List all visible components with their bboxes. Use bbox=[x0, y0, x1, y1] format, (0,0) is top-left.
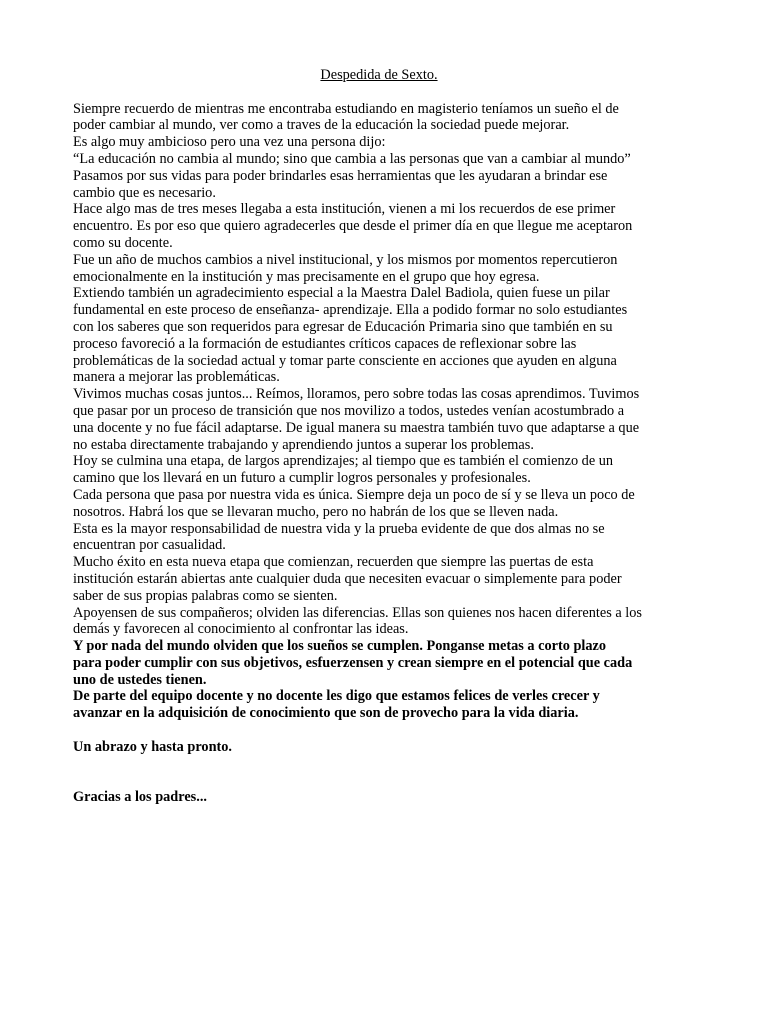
blank-lines bbox=[73, 756, 693, 790]
blank-line bbox=[73, 722, 693, 739]
paragraph-quote: “La educación no cambia al mundo; sino que cambia a las personas que van a cambiar al mundo” bbox=[73, 150, 631, 167]
document-title: Despedida de Sexto. bbox=[320, 67, 438, 83]
paragraph-tools: Pasamos por sus vidas para poder brindarles esas herramientas que les ayudaran a brindar ese cambio que es necesario. bbox=[73, 167, 608, 201]
paragraph-intro: Siempre recuerdo de mientras me encontraba estudiando en magisterio teníamos un sueño el de poder cambiar al mundo, ver como a traves de la educación la sociedad puede mejorar. bbox=[73, 100, 619, 134]
closing-line: Un abrazo y hasta pronto. bbox=[73, 738, 233, 755]
paragraph-staff-message: De parte del equipo docente y no docente les digo que estamos felices de verles crecer y avanzar en la adquisición de conocimiento que son de provecho para la vida diaria. bbox=[73, 688, 600, 722]
thanks-parents-line: Gracias a los padres... bbox=[73, 789, 207, 806]
paragraph-shared-experiences: Vivimos muchas cosas juntos... Reímos, lloramos, pero sobre todas las cosas aprendimos. Tuvimos que pasar por un proceso de transición que nos movilizo a todos, ustedes venían acostumbrado a una docente y no fue fácil adaptarse. De igual manera su maestra también tuvo que adaptarse a que no estaba directamente trabajando y aprendiendo juntos a superar los problemas. bbox=[73, 386, 640, 453]
paragraph-stage-ends: Hoy se culmina una etapa, de largos aprendizajes; al tiempo que es también el comienzo de un camino que los llevará en un futuro a cumplir logros personales y profesionales. bbox=[73, 453, 614, 487]
paragraph-arrival: Hace algo mas de tres meses llegaba a esta institución, vienen a mi los recuerdos de ese primer encuentro. Es por eso que quiero agradecerles que desde el primer día en que llegue me aceptaron como su docente. bbox=[73, 201, 633, 251]
document-body bbox=[73, 67, 693, 806]
paragraph-unique-people: Cada persona que pasa por nuestra vida es única. Siempre deja un poco de sí y se lleva un poco de nosotros. Habrá los que se llevaran mucho, pero no habrán de los que se lleven nada. bbox=[73, 486, 635, 520]
paragraph-ambition: Es algo muy ambicioso pero una vez una persona dijo: bbox=[73, 134, 386, 151]
paragraph-thanks-teacher: Extiendo también un agradecimiento especial a la Maestra Dalel Badiola, quien fuese un pilar fundamental en este proceso de enseñanza- aprendizaje. Ella a podido formar no solo estudiantes con los saberes que son requeridos para egresar de Educación Primaria sino que también en su proceso favoreció a la formación de estudiantes críticos capaces de reflexionar sobre las problemáticas de la sociedad actual y tomar parte consciente en acciones que ayuden en alguna manera a mejorar las problemáticas. bbox=[73, 285, 628, 386]
paragraph-success: Mucho éxito en esta nueva etapa que comienzan, recuerden que siempre las puertas de esta institución estarán abiertas ante cualquier duda que necesiten evacuar o simplemente para poder saber de sus propias palabras como se sienten. bbox=[73, 554, 622, 604]
paragraph-dreams: Y por nada del mundo olviden que los sueños se cumplen. Ponganse metas a corto plazo para poder cumplir con sus objetivos, esfuerzensen y crean siempre en el potencial que cada uno de ustedes tienen. bbox=[73, 638, 633, 688]
paragraph-changes: Fue un año de muchos cambios a nivel institucional, y los mismos por momentos repercutieron emocionalmente en la institución y mas precisamente en el grupo que hoy egresa. bbox=[73, 251, 618, 285]
paragraph-responsibility: Esta es la mayor responsabilidad de nuestra vida y la prueba evidente de que dos almas no se encuentran por casualidad. bbox=[73, 520, 605, 554]
paragraph-support: Apoyensen de sus compañeros; olviden las diferencias. Ellas son quienes nos hacen diferentes a los demás y favorecen al conocimiento al confrontar las ideas. bbox=[73, 604, 642, 638]
